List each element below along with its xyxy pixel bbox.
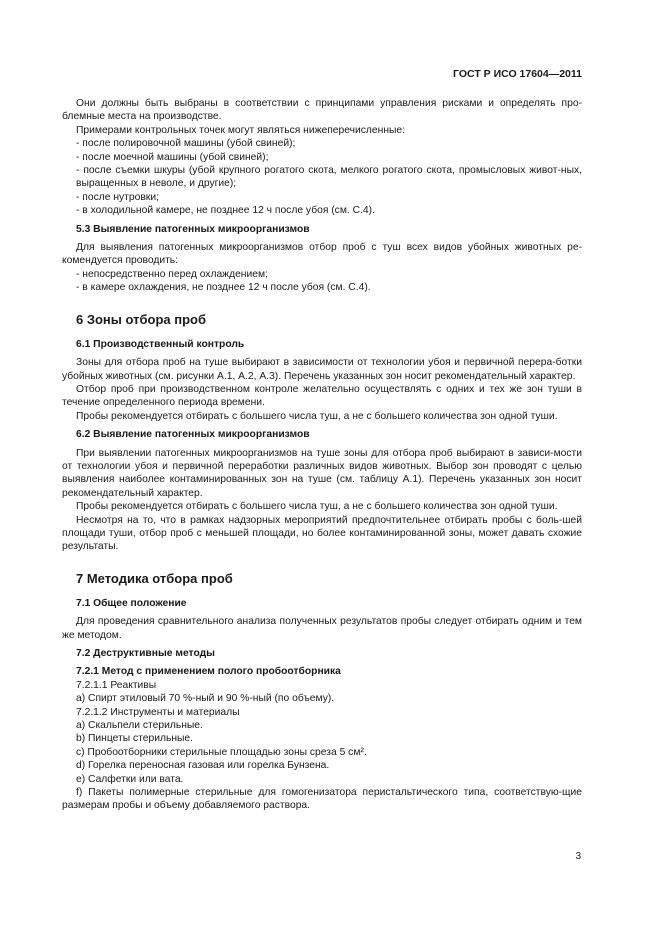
- document-header: ГОСТ Р ИСО 17604—2011: [453, 68, 582, 80]
- section-heading: 6 Зоны отбора проб: [76, 311, 206, 327]
- list-item: - после полировочной машины (убой свиней);: [76, 138, 296, 150]
- paragraph: Несмотря на то, что в рамках надзорных мероприятий предпочтительнее отбирать пробы с боль-шей площади туши, отбор проб с меньшей площади, но более контаминированной зоны, может давать схожие результаты.: [62, 514, 582, 553]
- subsection-heading: 7.1 Общее положение: [76, 597, 187, 609]
- page-number: 3: [575, 851, 581, 862]
- document-body: [62, 97, 582, 813]
- subsection-heading: 5.3 Выявление патогенных микроорганизмов: [76, 223, 310, 235]
- list-item: c) Пробоотборники стерильные площадью зоны среза 5 см².: [76, 746, 367, 758]
- paragraph: Примерами контрольных точек могут являться нижеперечисленные:: [76, 124, 406, 136]
- list-item: b) Пинцеты стерильные.: [76, 733, 194, 745]
- paragraph: Отбор проб при производственном контроле желательно осуществлять с одних и тех же зон туши в течение определенного периода времени.: [62, 383, 582, 409]
- subsection-heading: 6.1 Производственный контроль: [76, 338, 245, 350]
- subsection-heading: 7.2.1 Метод с применением полого пробоотборника: [76, 666, 341, 678]
- clause-heading: 7.2.1.2 Инструменты и материалы: [76, 706, 240, 718]
- clause-heading: 7.2.1.1 Реактивы: [76, 679, 157, 691]
- list-item: - после съемки шкуры (убой крупного рогатого скота, мелкого рогатого скота, промысловых живот-ных, выращенных в неволе, и другие);: [76, 165, 582, 190]
- paragraph: Для выявления патогенных микроорганизмов отбор проб с туш всех видов убойных животных ре-комендуется проводить:: [62, 242, 582, 267]
- list-item: f) Пакеты полимерные стерильные для гомогенизатора перистальтического типа, соответствую-щие размерам пробы и объему добавляемого раствора.: [62, 787, 582, 812]
- list-item: - после моечной машины (убой свиней);: [76, 151, 269, 163]
- paragraph: Пробы рекомендуется отбирать с большего числа туш, а не с большего количества зон одной туши.: [76, 410, 558, 422]
- paragraph: Пробы рекомендуется отбирать с большего числа туш, а не с большего количества зон одной туши.: [76, 501, 558, 513]
- list-item: e) Салфетки или вата.: [76, 773, 184, 785]
- paragraph: Зоны для отбора проб на туше выбирают в зависимости от технологии убоя и первичной перера-ботки убойных животных (см. рисунки А.1, А.2, А.3). Перечень указанных зон носит рекомендательный характер.: [62, 357, 582, 382]
- list-item: - после нутровки;: [76, 191, 159, 203]
- paragraph: Они должны быть выбраны в соответствии с принципами управления рисками и определять про-блемные места на производстве.: [62, 98, 582, 123]
- paragraph: При выявлении патогенных микроорганизмов на туше зоны для отбора проб выбирают в зависи-мости от технологии убоя и первичной переработки различных видов животных. Выбор зон проводят с целью выявления наиболее контаминированных зон на туше (см. таблицу А.1). Перечень указанных зон носит рекомендательный характер.: [62, 447, 582, 499]
- list-item: - в холодильной камере, не позднее 12 ч после убоя (см. С.4).: [76, 205, 375, 217]
- list-item: d) Горелка переносная газовая или горелка Бунзена.: [76, 760, 330, 772]
- list-item: - в камере охлаждения, не позднее 12 ч после убоя (см. С.4).: [76, 282, 371, 294]
- subsection-heading: 7.2 Деструктивные методы: [76, 648, 215, 659]
- section-heading: 7 Методика отбора проб: [76, 570, 233, 586]
- subsection-heading: 6.2 Выявление патогенных микроорганизмов: [76, 429, 310, 441]
- list-item: - непосредственно перед охлаждением;: [76, 268, 268, 280]
- paragraph: Для проведения сравнительного анализа полученных результатов пробы следует отбирать одним и тем же методом.: [62, 616, 582, 641]
- list-item: а) Спирт этиловый 70 %-ный и 90 %-ный (по объему).: [76, 693, 335, 705]
- list-item: а) Скальпели стерильные.: [76, 720, 203, 732]
